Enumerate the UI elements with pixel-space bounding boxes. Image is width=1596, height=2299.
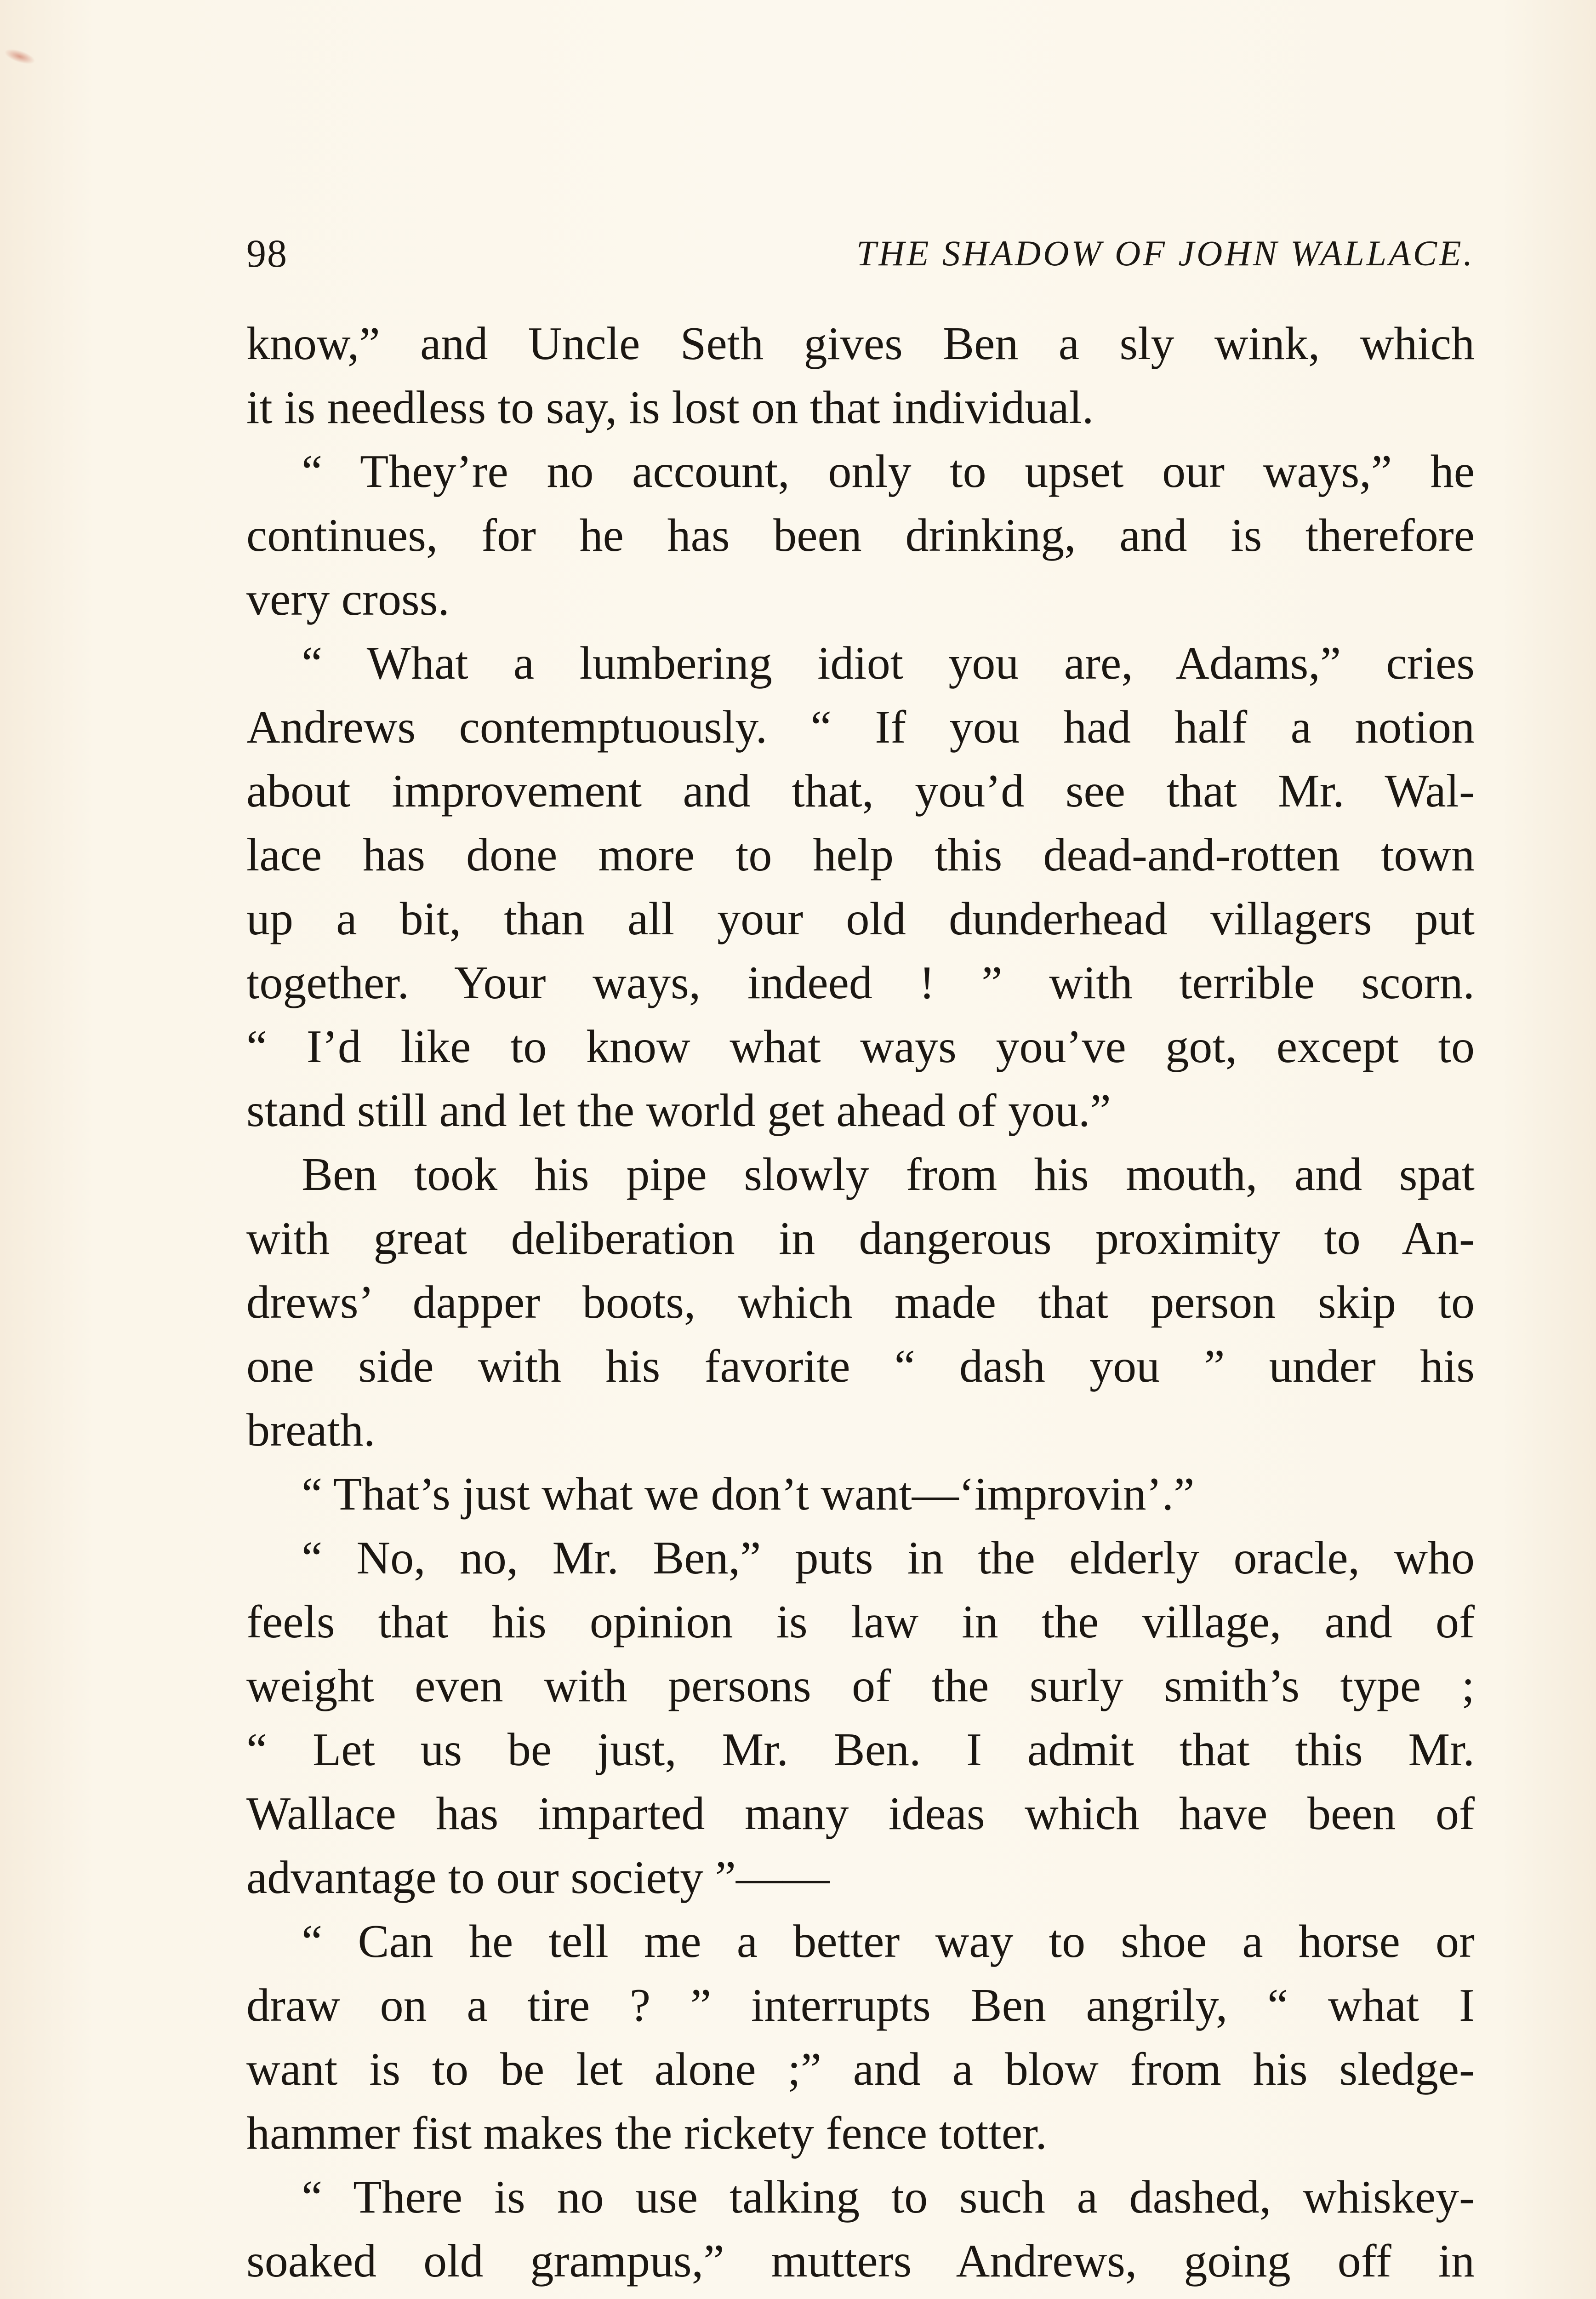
text-line: want is to be let alone ;” and a blow from his sledge- [246,2043,1475,2095]
text-line: “ Can he tell me a better way to shoe a horse or [302,1916,1475,1967]
text-line: hammer fist makes the rickety fence totter. [246,2107,1047,2159]
text-line: very cross. [246,573,450,625]
text-line: “ No, no, Mr. Ben,” puts in the elderly oracle, who [302,1532,1475,1584]
text-line: together. Your ways, indeed ! ” with terrible scorn. [246,957,1475,1009]
text-line: it is needless to say, is lost on that individual. [246,382,1094,434]
text-line: one side with his favorite “ dash you ” under his [246,1340,1475,1392]
text-line: about improvement and that, you’d see that Mr. Wal- [246,765,1475,817]
text-line: drews’ dapper boots, which made that person skip to [246,1276,1475,1328]
text-line: continues, for he has been drinking, and is therefore [246,509,1475,561]
text-line [246,2293,1475,2299]
page-stain [3,46,37,67]
text-line: feels that his opinion is law in the village, and of [246,1596,1475,1648]
text-line: Andrews contemptuously. “ If you had half a notion [246,701,1475,753]
text-line: lace has done more to help this dead-and-rotten town [246,829,1475,881]
text-line: with great deliberation in dangerous proximity to An- [246,1212,1475,1264]
text-line: know,” and Uncle Seth gives Ben a sly wink, which [246,318,1475,370]
text-line: “ That’s just what we don’t want—‘improvin’.” [302,1468,1195,1520]
text-line: up a bit, than all your old dunderhead villagers put [246,893,1475,945]
text-line: advantage to our society ”—— [246,1852,830,1904]
text-line: “ Let us be just, Mr. Ben. I admit that this Mr. [246,1724,1475,1776]
page-header [246,228,1475,279]
running-title: THE SHADOW OF JOHN WALLACE. [856,233,1475,273]
text-line: “ They’re no account, only to upset our ways,” he [302,446,1475,498]
text-line: “ I’d like to know what ways you’ve got, except to [246,1021,1475,1073]
text-line: soaked old grampus,” mutters Andrews, going off in [246,2235,1475,2287]
body-text [246,312,1475,2299]
text-line: draw on a tire ? ” interrupts Ben angrily, “ what I [246,1979,1475,2031]
page-number: 98 [246,231,288,275]
text-line: Ben took his pipe slowly from his mouth, and spat [302,1149,1475,1201]
text-line: stand still and let the world get ahead of you.” [246,1085,1111,1137]
text-line: “ What a lumbering idiot you are, Adams,” cries [302,637,1475,689]
text-line: Wallace has imparted many ideas which have been of [246,1788,1475,1840]
text-line: weight even with persons of the surly smith’s type ; [246,1660,1475,1712]
text-line: “ There is no use talking to such a dashed, whiskey- [302,2171,1475,2223]
text-line: breath. [246,1404,376,1456]
